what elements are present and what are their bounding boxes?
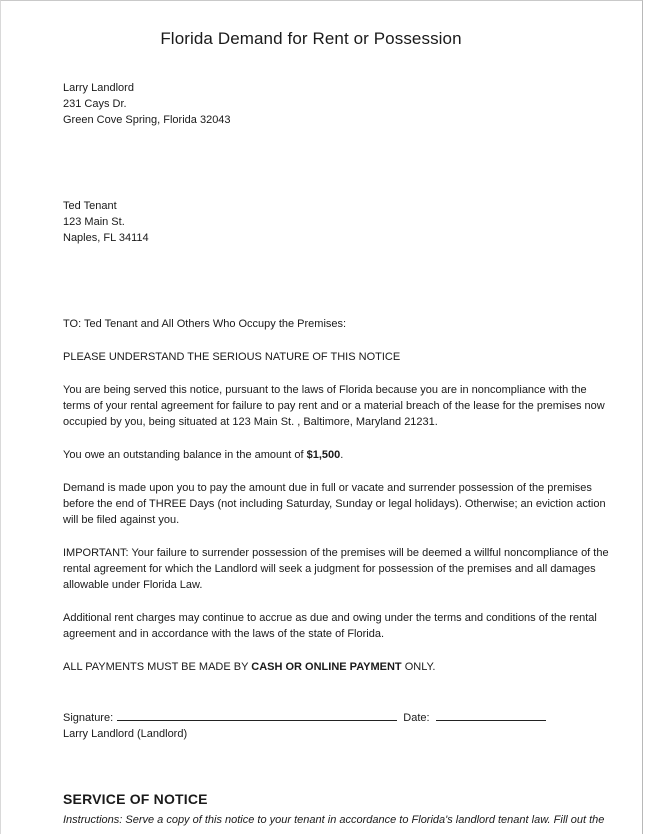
notice-heading: PLEASE UNDERSTAND THE SERIOUS NATURE OF THIS NOTICE <box>63 351 401 363</box>
payments-suffix: ONLY. <box>401 661 436 673</box>
landlord-address <box>63 80 231 128</box>
signature-line[interactable] <box>117 710 397 721</box>
service-instructions: Instructions: Serve a copy of this notice to your tenant in accordance to Florida's landlord tenant law. Fill out the <box>63 814 605 826</box>
tenant-address <box>63 198 149 246</box>
tenant-street: 123 Main St. <box>63 216 125 228</box>
paragraph-line: allowable under Florida Law. <box>63 579 203 592</box>
paragraph-line: terms of your rental agreement for failure to pay rent and or a material breach of the lease for the premises now <box>63 400 605 413</box>
signature-label: Signature: <box>63 712 114 724</box>
payments-prefix: ALL PAYMENTS MUST BE MADE BY <box>63 661 252 673</box>
date-line[interactable] <box>436 710 546 721</box>
balance-prefix: You owe an outstanding balance in the amount of <box>63 449 307 461</box>
tenant-city: Naples, FL 34114 <box>63 232 149 244</box>
payments-method: CASH OR ONLINE PAYMENT <box>251 661 402 673</box>
paragraph-served <box>63 382 605 431</box>
paragraph-demand <box>63 480 606 529</box>
document-title: Florida Demand for Rent or Possession <box>160 29 462 48</box>
service-heading: SERVICE OF NOTICE <box>63 791 208 807</box>
landlord-name: Larry Landlord <box>63 82 134 94</box>
paragraph-line: Demand is made upon you to pay the amount due in full or vacate and surrender possession of the premises <box>63 482 592 494</box>
paragraph-line: occupied by you, being situated at 123 Main St. , Baltimore, Maryland 21231. <box>63 416 438 429</box>
signer-name: Larry Landlord (Landlord) <box>63 728 188 741</box>
balance-suffix: . <box>340 449 344 461</box>
paragraph-line: before the end of THREE Days (not including Saturday, Sunday or legal holidays). Otherwise; an eviction action <box>63 498 606 511</box>
balance-amount: $1,500 <box>306 449 341 461</box>
tenant-name: Ted Tenant <box>63 200 117 212</box>
landlord-city: Green Cove Spring, Florida 32043 <box>63 114 231 126</box>
to-line: TO: Ted Tenant and All Others Who Occupy the Premises: <box>63 318 347 330</box>
paragraph-line: agreement and in accordance with the laws of the state of Florida. <box>63 628 385 641</box>
paragraph-line: rental agreement for which the Landlord will seek a judgment for possession of the premises and all damages <box>63 563 596 576</box>
paragraph-line: IMPORTANT: Your failure to surrender possession of the premises will be deemed a willful noncompliance of the <box>63 547 609 559</box>
paragraph-line: Additional rent charges may continue to accrue as due and owing under the terms and conditions of the rental <box>63 612 597 624</box>
signature-block <box>63 710 595 742</box>
date-label: Date: <box>403 712 430 724</box>
paragraph-important <box>63 545 609 594</box>
paragraph-line: will be filed against you. <box>63 514 180 527</box>
payments-line <box>63 659 595 675</box>
balance-line <box>63 447 595 463</box>
landlord-street: 231 Cays Dr. <box>63 98 127 110</box>
paragraph-line: You are being served this notice, pursuant to the laws of Florida because you are in noncompliance with the <box>63 384 587 396</box>
paragraph-additional <box>63 610 595 642</box>
